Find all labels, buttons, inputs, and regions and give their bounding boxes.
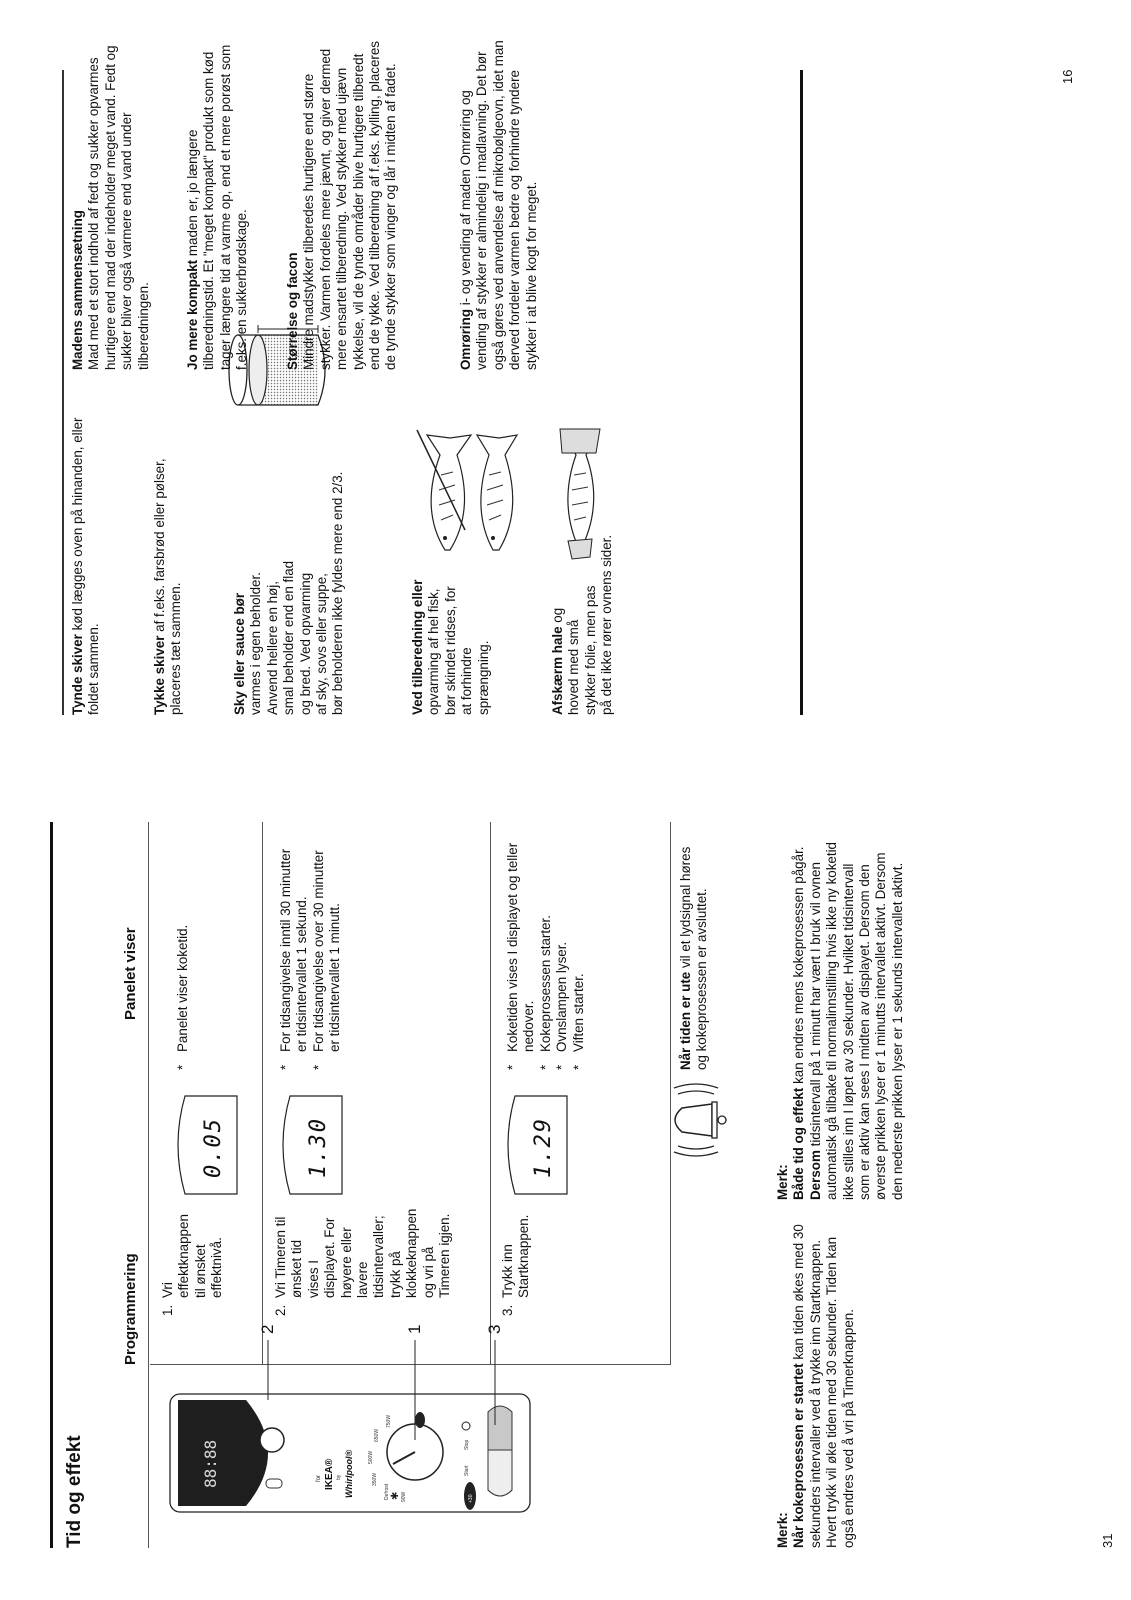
svg-text:+30: +30 [468, 1494, 474, 1503]
panel-text-1: * Panelet viser koketid. [175, 835, 191, 1070]
row-line-2 [490, 822, 491, 1365]
control-panel-svg [160, 1310, 540, 1520]
bottom-rule-right [800, 70, 803, 715]
brand-ikea-logo: IKEA® [324, 1458, 335, 1490]
top-rule-right [62, 70, 64, 715]
callout-1: 1 [405, 1324, 424, 1334]
soup-para: Sky eller sauce bør varmes i egen beholder. Anvend hellere en høj, smal beholder end en flad og bred. Ved opvarming af sky, sovs eller suppe, bør beholderen ikke fyldes mere end 2/3. [232, 471, 346, 715]
thick-slices-para: Tykke skiver af f.eks. farsbrød eller pølser, placeres tæt sammen. [152, 458, 184, 715]
col-header-programming: Programmering [122, 1253, 139, 1365]
lcd-display-3 [505, 1090, 580, 1200]
step-3: 3. Trykk inn Startknappen. [500, 1214, 532, 1316]
svg-text:Start: Start [464, 1465, 470, 1476]
svg-text:350W: 350W [372, 1472, 378, 1486]
row-line-1 [262, 822, 263, 1365]
bell-icon [660, 1080, 745, 1160]
page-number-right: 16 [1060, 69, 1075, 84]
panel-display-text: 88:88 [201, 1439, 220, 1488]
lcd-value-1: 0.05 [201, 1117, 226, 1178]
callout-2: 2 [258, 1324, 277, 1334]
top-rule-left [50, 822, 53, 1548]
svg-text:750W: 750W [386, 1414, 392, 1428]
step-1: 1. Vri effektknappen til ønsket effektnivå. [160, 1214, 225, 1316]
food-composition-section: Madens sammensætning Mad med et stort indhold af fedt og sukker opvarmes hurtigere end mad der indeholder meget vand. Fedt og sukker bliver også varmere end vand under tilberedningen. [70, 45, 151, 370]
clock-button[interactable] [415, 1412, 425, 1428]
svg-text:Defrost: Defrost [384, 1483, 390, 1500]
size-shape-section: Størrelse og facon Mindre madstykker tilberedes hurtigere end større stykker. Varmen fordeles mere jævnt, og giver dermed mere ensartet tilberedning. Ved stykker med ujævn tykkelse, vil de tynde områder blive hurtigere tilberedt end de tykke. Ved tilberedning af f.eks. kylling, placeres de tynde stykker som vinger og lår i midten af fadet. [285, 40, 399, 370]
merk-note-2: Merk: Både tid og effekt kan endres mens kokeprosessen pågår. Dersom tidsintervall på 1 minutt har vært I bruk vil ovnen automatisk gå tilbake til normalinnstilling hvis ikke ny koketid ikke stilles inn I løpet av 30 sekunder. Hvilket tidsintervall som er aktiv kan sees I midten av displayet. Dersom den øverste prikken lyser er 1 minutts intervallet aktivt. Dersom den nederste prikken lyser er 1 sekunds intervallet aktivt. [775, 842, 905, 1200]
bell-note: Når tiden er ute vil et lydsignal høres og kokeprosessen er avsluttet. [678, 846, 710, 1070]
step-2: 2. Vri Timeren til ønsket tid vises I displayet. For høyere eller lavere tidsintervaller; trykk på klokkeknappen og vri på Timeren igjen. [273, 1208, 453, 1316]
col-header-panel: Panelet viser [122, 927, 139, 1020]
svg-text:✱: ✱ [390, 1491, 401, 1500]
brand-whirlpool-logo: Whirlpool® [344, 1449, 354, 1498]
lcd-display-2 [280, 1090, 355, 1200]
compactness-section: Jo mere kompakt maden er, jo længere tilberedningstid. Et "meget kompakt" produkt som kød tager længere tid at varme op, end et mere porøst som f.eks. en sukkerbrødskage. [185, 44, 250, 370]
merk-note-1: Merk: Når kokeprosessen er startet kan tiden økes med 30 sekunders intervaller ved å trykke inn Startknappen. Hvert trykk vil øke tiden med 30 sekunder. Tiden kan også endres ved å vri på Timerknappen. [775, 1224, 856, 1548]
tail-para: Afskærm hale og hoved med små stykker folie, men pas på det ikke rører ovnens sider. [550, 534, 615, 715]
lcd-value-2: 1.30 [306, 1117, 331, 1178]
svg-text:by: by [336, 1474, 342, 1480]
panel-text-3: * Koketiden vises I displayet og teller nedover. * Kokeprosessen starter. * Ovnslampen lyser. * Viften starter. [505, 835, 587, 1070]
stirring-section: Omrøring i- og vending af maden Omrøring og vending af stykker er almindelig i madlavning. Det bør også gøres ved anvendelse af mikrobølgeovn, idet man derved fordeler varmen bedre og forhindre tyndere stykker i at blive kogt for meget. [458, 40, 539, 370]
fish-illustration [405, 410, 530, 560]
svg-text:90W: 90W [401, 1491, 407, 1502]
page-title: Tid og effekt [64, 1435, 85, 1548]
control-panel-illustration [160, 1310, 545, 1520]
fish-foil-illustration [550, 425, 615, 565]
svg-text:500W: 500W [368, 1450, 374, 1464]
svg-text:650W: 650W [374, 1428, 380, 1442]
clock-knob[interactable] [260, 1428, 284, 1452]
lcd-value-3: 1.29 [531, 1117, 556, 1178]
svg-text:for: for [316, 1474, 322, 1482]
panel-text-2: * For tidsangivelse inntil 30 minutter er tidsintervallet 1 sekund. * For tidsangivelse over 30 minutter er tidsintervallet 1 minutt. [278, 835, 344, 1070]
header-line [148, 822, 149, 1548]
page-number-left: 31 [1100, 1533, 1115, 1548]
lcd-display-1 [175, 1090, 250, 1200]
fish-para: Ved tilberedning eller opvarming af hel fisk, bør skindet ridses, for at forhindre sprængning. [410, 579, 491, 715]
thin-slices-para: Tynde skiver kød lægges oven på hinanden, eller foldet sammen. [70, 417, 102, 715]
svg-text:Stop: Stop [464, 1439, 470, 1450]
callout-3: 3 [485, 1324, 504, 1334]
